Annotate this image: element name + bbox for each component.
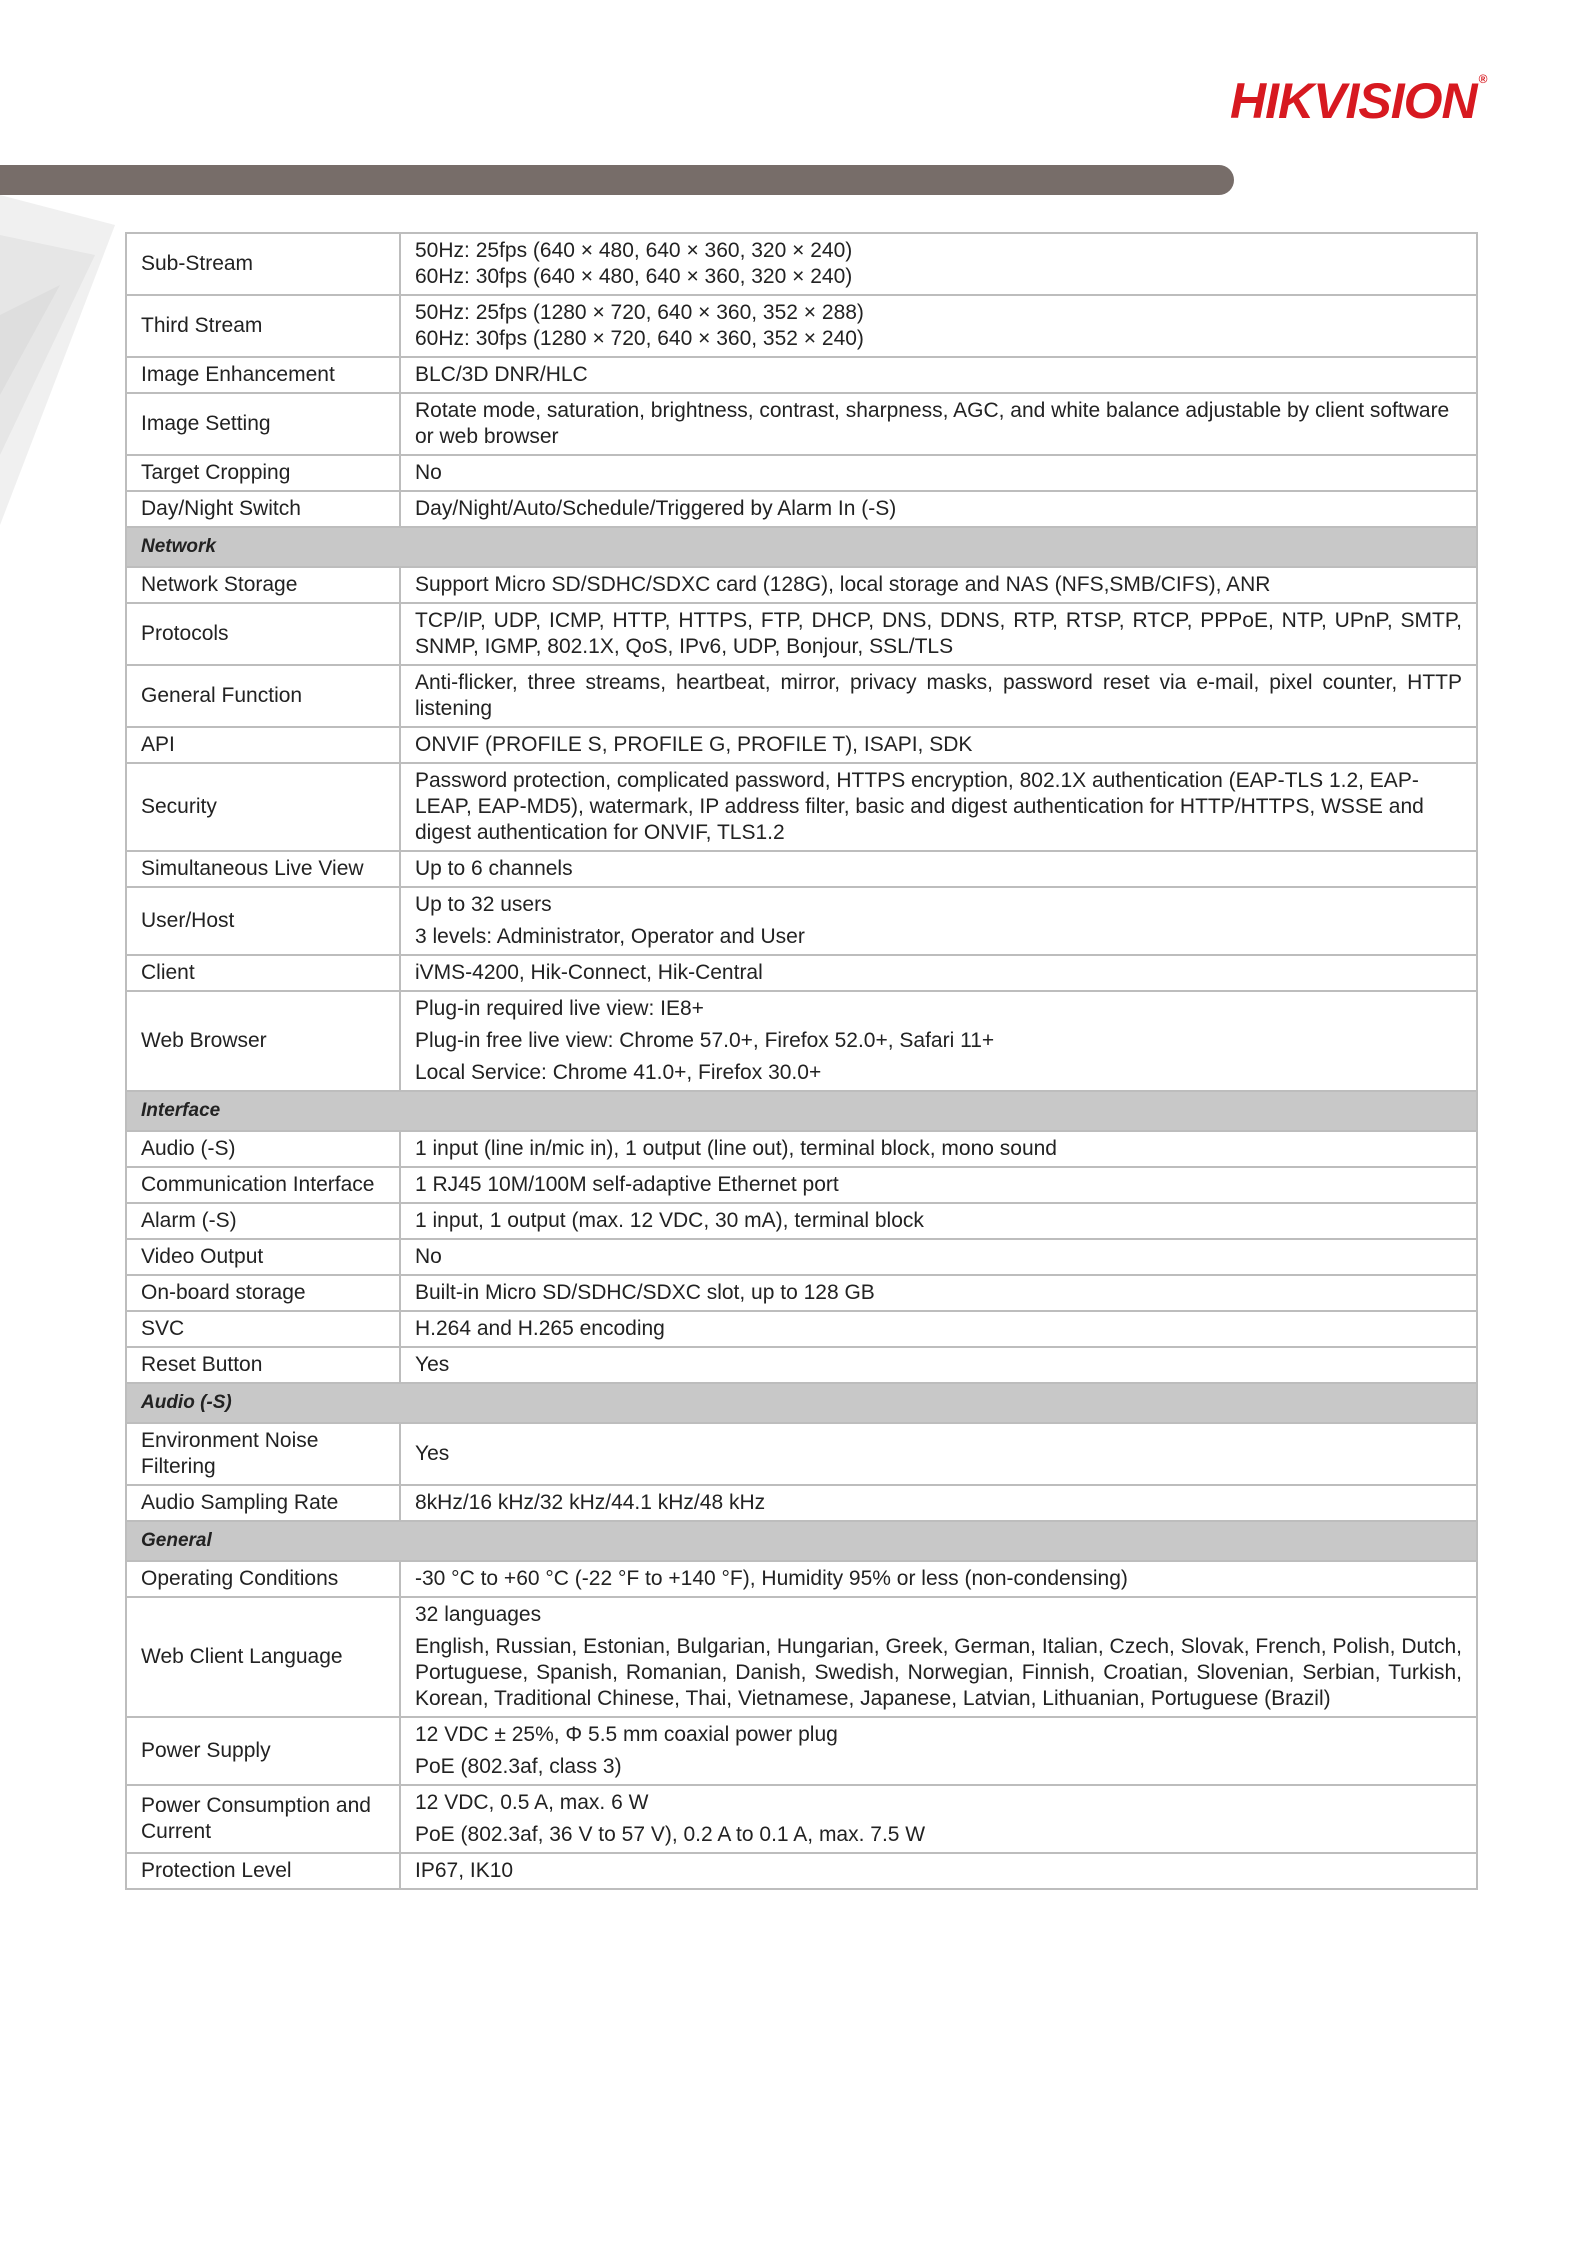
brand-logo (1230, 72, 1486, 130)
row-value: Yes (400, 1423, 1477, 1485)
table-row (126, 455, 1477, 491)
brand-logo-text: HIKVISION (1230, 73, 1477, 129)
row-value: Yes (400, 1347, 1477, 1383)
row-label: Client (126, 955, 400, 991)
row-value: 1 input (line in/mic in), 1 output (line out), terminal block, mono sound (400, 1131, 1477, 1167)
row-label: Security (126, 763, 400, 851)
section-header-interface (126, 1091, 1477, 1131)
row-label: Communication Interface (126, 1167, 400, 1203)
value-line: Plug-in required live view: IE8+ (415, 997, 704, 1020)
table-row (126, 357, 1477, 393)
value-line: PoE (802.3af, 36 V to 57 V), 0.2 A to 0.1 A, max. 7.5 W (415, 1823, 926, 1846)
table-row (126, 887, 1477, 955)
row-value: ONVIF (PROFILE S, PROFILE G, PROFILE T), ISAPI, SDK (400, 727, 1477, 763)
row-value: 1 RJ45 10M/100M self-adaptive Ethernet port (400, 1167, 1477, 1203)
section-header-network (126, 527, 1477, 567)
table-row (126, 665, 1477, 727)
value-line: Plug-in free live view: Chrome 57.0+, Firefox 52.0+, Safari 11+ (415, 1029, 995, 1052)
table-row (126, 233, 1477, 295)
row-label: Reset Button (126, 1347, 400, 1383)
row-label: Web Client Language (126, 1597, 400, 1717)
table-row (126, 491, 1477, 527)
row-label: Day/Night Switch (126, 491, 400, 527)
row-value: H.264 and H.265 encoding (400, 1311, 1477, 1347)
row-value: TCP/IP, UDP, ICMP, HTTP, HTTPS, FTP, DHCP, DNS, DDNS, RTP, RTSP, RTCP, PPPoE, NTP, UPnP, SMTP, SNMP, IGMP, 802.1X, QoS, IPv6, UDP, Bonjour, SSL/TLS (400, 603, 1477, 665)
row-label: Audio (-S) (126, 1131, 400, 1167)
section-title: General (126, 1521, 1477, 1561)
row-value (400, 1717, 1477, 1785)
section-title: Network (126, 527, 1477, 567)
value-line: 3 levels: Administrator, Operator and User (415, 925, 805, 948)
table-row (126, 1131, 1477, 1167)
row-label: Power Consumption and Current (126, 1785, 400, 1853)
section-header-general (126, 1521, 1477, 1561)
section-title: Interface (126, 1091, 1477, 1131)
table-row (126, 991, 1477, 1091)
table-row (126, 295, 1477, 357)
row-label: SVC (126, 1311, 400, 1347)
row-value: Rotate mode, saturation, brightness, contrast, sharpness, AGC, and white balance adjustable by client software or web browser (400, 393, 1477, 455)
row-value: Day/Night/Auto/Schedule/Triggered by Alarm In (-S) (400, 491, 1477, 527)
row-value: IP67, IK10 (400, 1853, 1477, 1889)
registered-mark: ® (1478, 72, 1487, 86)
table-row (126, 1347, 1477, 1383)
value-line: 50Hz: 25fps (1280 × 720, 640 × 360, 352 × 288) (415, 301, 864, 324)
row-value (400, 1597, 1477, 1717)
value-line: PoE (802.3af, class 3) (415, 1755, 622, 1778)
section-title: Audio (-S) (126, 1383, 1477, 1423)
table-row (126, 1717, 1477, 1785)
row-value: No (400, 455, 1477, 491)
decorative-triangle-graphic (0, 195, 125, 525)
table-row (126, 393, 1477, 455)
section-header-audio (126, 1383, 1477, 1423)
row-value: Support Micro SD/SDHC/SDXC card (128G), local storage and NAS (NFS,SMB/CIFS), ANR (400, 567, 1477, 603)
row-label: Web Browser (126, 991, 400, 1091)
row-value (400, 233, 1477, 295)
row-value: Anti-flicker, three streams, heartbeat, mirror, privacy masks, password reset via e-mail, pixel counter, HTTP listening (400, 665, 1477, 727)
table-row (126, 1561, 1477, 1597)
value-line: Local Service: Chrome 41.0+, Firefox 30.0+ (415, 1061, 822, 1084)
row-value: iVMS-4200, Hik-Connect, Hik-Central (400, 955, 1477, 991)
table-row (126, 1275, 1477, 1311)
table-row (126, 1167, 1477, 1203)
row-label: API (126, 727, 400, 763)
row-label: Protection Level (126, 1853, 400, 1889)
table-row (126, 603, 1477, 665)
value-line: 32 languages (415, 1603, 542, 1626)
table-row (126, 1239, 1477, 1275)
row-label: Sub-Stream (126, 233, 400, 295)
row-value: BLC/3D DNR/HLC (400, 357, 1477, 393)
row-label: User/Host (126, 887, 400, 955)
table-row (126, 1203, 1477, 1239)
row-label: Environment Noise Filtering (126, 1423, 400, 1485)
row-label: Power Supply (126, 1717, 400, 1785)
row-label: Simultaneous Live View (126, 851, 400, 887)
table-row (126, 727, 1477, 763)
row-value: -30 °C to +60 °C (-22 °F to +140 °F), Humidity 95% or less (non-condensing) (400, 1561, 1477, 1597)
row-value (400, 991, 1477, 1091)
row-value: No (400, 1239, 1477, 1275)
table-row (126, 1311, 1477, 1347)
row-label: Target Cropping (126, 455, 400, 491)
row-label: Image Setting (126, 393, 400, 455)
row-label: Protocols (126, 603, 400, 665)
row-value: Built-in Micro SD/SDHC/SDXC slot, up to 128 GB (400, 1275, 1477, 1311)
row-value: 1 input, 1 output (max. 12 VDC, 30 mA), terminal block (400, 1203, 1477, 1239)
header-band (0, 165, 1234, 195)
row-label: Video Output (126, 1239, 400, 1275)
row-label: General Function (126, 665, 400, 727)
table-row (126, 1853, 1477, 1889)
row-label: On-board storage (126, 1275, 400, 1311)
row-value: Password protection, complicated password, HTTPS encryption, 802.1X authentication (EAP-TLS 1.2, EAP-LEAP, EAP-MD5), watermark, IP address filter, basic and digest authentication for HTTP/HTTPS, WSSE and digest authentication for ONVIF, TLS1.2 (400, 763, 1477, 851)
table-row (126, 1597, 1477, 1717)
table-row (126, 851, 1477, 887)
value-line: Up to 32 users (415, 893, 552, 916)
table-row (126, 1485, 1477, 1521)
table-row (126, 955, 1477, 991)
table-row (126, 1423, 1477, 1485)
row-value (400, 295, 1477, 357)
value-line: 60Hz: 30fps (640 × 480, 640 × 360, 320 × 240) (415, 265, 853, 288)
row-label: Alarm (-S) (126, 1203, 400, 1239)
value-line: 60Hz: 30fps (1280 × 720, 640 × 360, 352 × 240) (415, 327, 864, 350)
row-value (400, 1785, 1477, 1853)
value-line: 50Hz: 25fps (640 × 480, 640 × 360, 320 × 240) (415, 239, 853, 262)
row-label: Network Storage (126, 567, 400, 603)
row-value: 8kHz/16 kHz/32 kHz/44.1 kHz/48 kHz (400, 1485, 1477, 1521)
row-label: Operating Conditions (126, 1561, 400, 1597)
row-label: Image Enhancement (126, 357, 400, 393)
value-line: 12 VDC, 0.5 A, max. 6 W (415, 1791, 649, 1814)
table-row (126, 763, 1477, 851)
row-value (400, 887, 1477, 955)
table-row (126, 567, 1477, 603)
spec-table (125, 232, 1478, 1890)
table-row (126, 1785, 1477, 1853)
value-line: English, Russian, Estonian, Bulgarian, Hungarian, Greek, German, Italian, Czech, Slovak, French, Polish, Dutch, Portuguese, Spanish, Romanian, Danish, Swedish, Norwegian, Finnish, Croatian, Slovenian, Serbian, Turkish, Korean, Traditional Chinese, Thai, Vietnamese, Japanese, Latvian, Lithuanian, Portuguese (Brazil) (415, 1635, 1463, 1710)
row-label: Audio Sampling Rate (126, 1485, 400, 1521)
row-label: Third Stream (126, 295, 400, 357)
value-line: 12 VDC ± 25%, Φ 5.5 mm coaxial power plug (415, 1723, 838, 1746)
row-value: Up to 6 channels (400, 851, 1477, 887)
